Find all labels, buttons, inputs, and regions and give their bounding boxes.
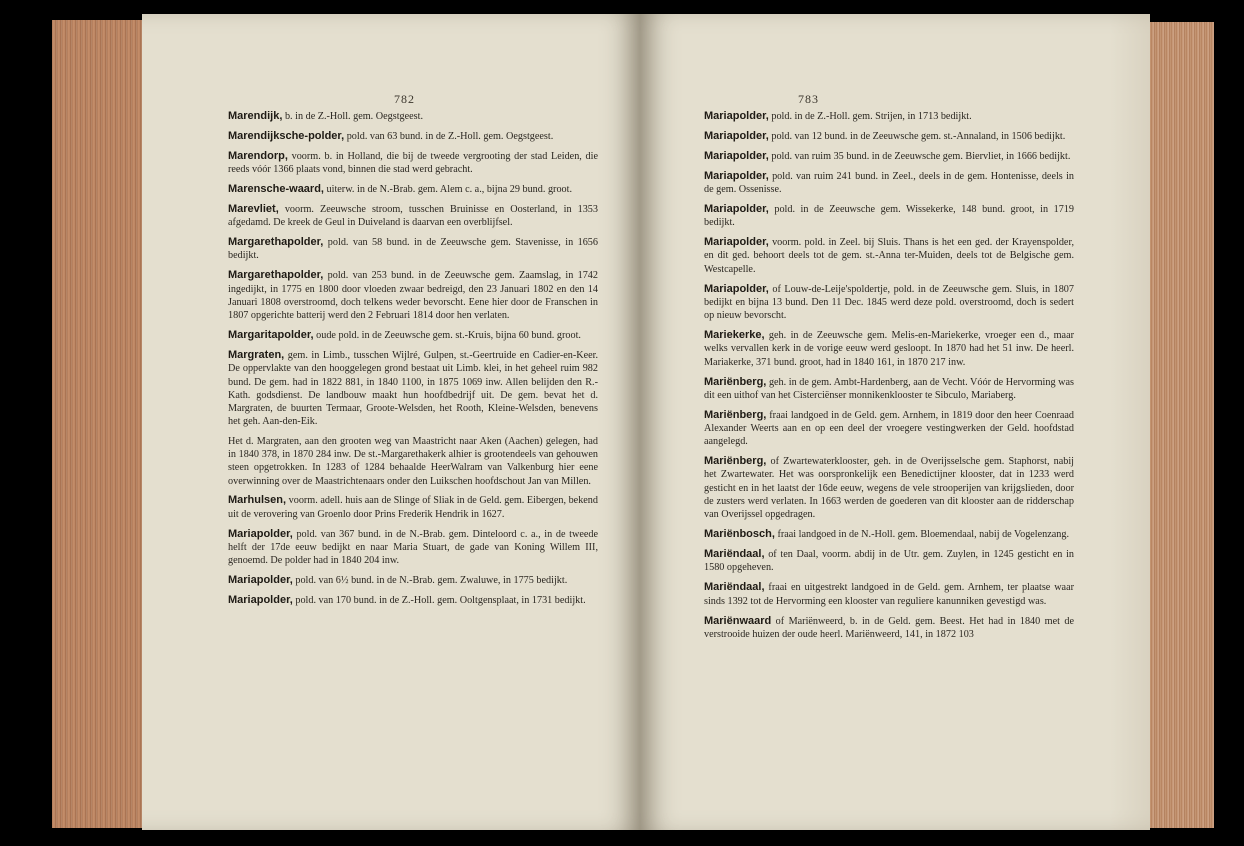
dictionary-entry xyxy=(228,349,598,429)
entry-text: of Louw-de-Leije'spoldertje, pold. in de Zeeuwsche gem. Sluis, in 1807 bedijkt en bijna 13 bund. Den 11 Dec. 1845 werd deze pold. overstroomd, doch is sedert op nieuw bevorscht. xyxy=(704,283,1074,322)
dictionary-entry xyxy=(704,329,1074,369)
entry-text: pold. van 6½ bund. in de N.-Brab. gem. Zwaluwe, in 1775 bedijkt. xyxy=(292,575,568,587)
entry-text: pold. van 253 bund. in de Zeeuwsche gem. Zaamslag, in 1742 ingedijkt, in 1775 en 1800 door vloeden zwaar bedreigd, den 23 Januari 1802 en den 14 Januari 1808 overstroomd, doch telkens weder bevorscht. Eene hier door de Franschen in 1807 opgerichte batterij werd den 2 Februari 1814 door hen verlaten. xyxy=(228,270,598,322)
entry-text: uiterw. in de N.-Brab. gem. Alem c. a., bijna 29 bund. groot. xyxy=(323,183,573,195)
headword: Mariapolder, xyxy=(704,282,769,295)
headword: Mariënberg, xyxy=(704,408,767,421)
dictionary-entry xyxy=(228,203,598,230)
dictionary-entry xyxy=(704,150,1074,163)
dictionary-entry xyxy=(228,594,598,607)
left-page xyxy=(142,14,640,830)
headword: Mariekerke, xyxy=(704,329,765,342)
dictionary-entry xyxy=(704,203,1074,230)
entry-text: pold. van ruim 35 bund. in de Zeeuwsche gem. Biervliet, in 1666 bedijkt. xyxy=(768,150,1071,162)
headword: Mariapolder, xyxy=(228,574,293,587)
headword: Marevliet, xyxy=(228,202,279,215)
dictionary-entry xyxy=(228,574,598,587)
entry-text: fraai landgoed in de N.-Holl. gem. Bloemendaal, nabij de Vogelenzang. xyxy=(774,529,1070,541)
headword: Marendijk, xyxy=(228,110,283,122)
entry-text: pold. van 58 bund. in de Zeeuwsche gem. Stavenisse, in 1656 bedijkt. xyxy=(228,237,598,262)
dictionary-entry xyxy=(228,329,598,342)
entry-text: voorm. b. in Holland, die bij de tweede vergrooting der stad Leiden, die reeds vóór 1366 plaats vond, binnen die stad werd gebracht. xyxy=(228,150,598,176)
dictionary-entry xyxy=(704,455,1074,521)
headword: Mariapolder, xyxy=(704,202,769,215)
entry-text: pold. van 170 bund. in de Z.-Holl. gem. Ooltgensplaat, in 1731 bedijkt. xyxy=(292,595,586,607)
headword: Mariënberg, xyxy=(704,375,767,388)
entry-text: pold. van 12 bund. in de Zeeuwsche gem. st.-Annaland, in 1506 bedijkt. xyxy=(768,130,1066,142)
dictionary-entry xyxy=(228,130,598,143)
right-page xyxy=(640,14,1150,830)
text-column xyxy=(704,110,1074,648)
entry-text: fraai landgoed in de Geld. gem. Arnhem, in 1819 door den heer Coenraad Alexander Weerts aan en op een deel der vroegere vestingwerken der Geld. hoofdstad aangelegd. xyxy=(704,409,1074,448)
headword: Mariënbosch, xyxy=(704,528,775,541)
dictionary-entry xyxy=(704,615,1074,642)
entry-text: of ten Daal, voorm. abdij in de Utr. gem. Zuylen, in 1245 gesticht en in 1580 opgeheven. xyxy=(704,549,1074,574)
entry-text: pold. in de Z.-Holl. gem. Strijen, in 1713 bedijkt. xyxy=(768,111,972,122)
headword: Margraten, xyxy=(228,348,285,361)
entry-text: geh. in de Zeeuwsche gem. Melis-en-Mariekerke, vroeger een d., maar welks vervallen kerk in de vorige eeuw werd gesloopt. In 1870 had het 51 inw. De heerl. Mariakerke, 371 bund. groot, had in 1840 161, in 1870 217 inw. xyxy=(704,330,1074,368)
dictionary-entry xyxy=(704,170,1074,197)
dictionary-entry xyxy=(704,110,1074,123)
headword: Marendijksche-polder, xyxy=(228,129,345,142)
entry-text: fraai en uitgestrekt landgoed in de Geld. gem. Arnhem, ter plaatse waar sinds 1392 tot de Hervorming een klooster van reguliere kanunniken gevestigd was. xyxy=(704,582,1074,607)
dictionary-entry xyxy=(228,528,598,568)
headword: Mariënberg, xyxy=(704,455,767,468)
left-page-edges xyxy=(52,20,148,828)
dictionary-entry xyxy=(704,236,1074,276)
dictionary-entry xyxy=(704,283,1074,323)
entry-text: pold. van 367 bund. in de N.-Brab. gem. Dinteloord c. a., in de tweede helft der 17de eeuw bedijkt en naar Maria Stuart, de gade van Koning Willem III, genoemd. De polder had in 1840 204 inw. xyxy=(228,528,598,567)
dictionary-entry xyxy=(704,548,1074,575)
entry-text: geh. in de gem. Ambt-Hardenberg, aan de Vecht. Vóór de Hervorming was dit een uithof van het Cisterciënser monnikenklooster te Sibculo, Mariaberg. xyxy=(704,376,1074,401)
headword: Margaritapolder, xyxy=(228,329,314,342)
dictionary-entry xyxy=(704,528,1074,541)
headword: Marensche-waard, xyxy=(228,182,324,195)
headword: Mariapolder, xyxy=(704,129,769,142)
dictionary-entry xyxy=(704,581,1074,608)
entry-text: b. in de Z.-Holl. gem. Oegstgeest. xyxy=(282,111,424,122)
entry-text: pold. van ruim 241 bund. in Zeel., deels in de gem. Hontenisse, deels in de gem. Ossenisse. xyxy=(704,170,1074,195)
headword: Mariapolder, xyxy=(228,527,293,540)
dictionary-entry xyxy=(228,494,598,521)
entry-text: Het d. Margraten, aan den grooten weg van Maastricht naar Aken (Aachen) gelegen, had in 1840 378, in 1870 284 inw. De st.-Margarethakerk alhier is grootendeels van gehouwen steen opgetrokken. In 1283 of 1284 behaalde HeerWalram van Valkenburg hier eene overwinning over de Maastrichtenaars onder den Luikschen hoofdschout Jan van Millen. xyxy=(228,435,598,487)
dictionary-entry xyxy=(704,409,1074,449)
entry-text: of Zwartewaterklooster, geh. in de Overijsselsche gem. Staphorst, nabij het Zwartewater. Het was oorspronkelijk een Benedictijner klooster, dat in 1233 werd gesticht en in het laatst der 16de eeuw, wegens de vele strooperijen van krijgslieden, door de zusters werd verlaten. In 1663 werden de goederen van dit klooster aan de ridderschap van Overijssel opgedragen. xyxy=(704,456,1074,521)
entry-text: pold. van 63 bund. in de Z.-Holl. gem. Oegstgeest. xyxy=(344,130,554,142)
dictionary-entry xyxy=(704,376,1074,403)
entry-continuation xyxy=(228,435,598,488)
headword: Mariapolder, xyxy=(704,236,769,249)
text-column xyxy=(228,110,598,614)
dictionary-entry xyxy=(228,269,598,322)
headword: Margarethapolder, xyxy=(228,269,324,282)
dictionary-entry xyxy=(228,150,598,177)
headword: Mariapolder, xyxy=(704,149,769,162)
page-number: 783 xyxy=(798,92,819,106)
right-page-edges xyxy=(1140,22,1214,828)
entry-text: pold. in de Zeeuwsche gem. Wissekerke, 148 bund. groot, in 1719 bedijkt. xyxy=(704,203,1074,229)
entry-text: voorm. pold. in Zeel. bij Sluis. Thans is het een ged. der Krayenspolder, en dit ged. behoort deels tot de gem. st.-Anna ter-Muiden, deels tot de Belgische gem. Westcapelle. xyxy=(704,237,1074,275)
dictionary-entry xyxy=(228,110,598,123)
headword: Mariapolder, xyxy=(704,110,769,122)
dictionary-entry xyxy=(704,130,1074,143)
headword: Mariëndaal, xyxy=(704,581,765,594)
headword: Margarethapolder, xyxy=(228,236,324,249)
headword: Marendorp, xyxy=(228,149,288,162)
headword: Mariapolder, xyxy=(704,169,769,182)
entry-text: of Mariënweerd, b. in de Geld. gem. Beest. Het had in 1840 met de verstrooide huizen der oude heerl. Mariënweerd, 141, in 1872 103 xyxy=(704,615,1074,640)
page-number: 782 xyxy=(394,92,415,106)
headword: Mariëndaal, xyxy=(704,548,765,561)
entry-text: gem. in Limb., tusschen Wijlré, Gulpen, st.-Geertruide en Cadier-en-Keer. De oppervlakte van den hooggelegen grond bestaat uit Limb. klei, in het geheel ruim 982 bund. De gem. had in 1822 881, in 1840 1100, in 1875 1069 inw. Allen belijden den R.-Kath. godsdienst. De landbouw maakt hun hoofdbedrijf uit. De gem. bevat het d. Margraten, de buurten Termaar, Groote-Welsden, het Rooth, Kleine-Welsden, benevens het geh. Aan-den-Eik. xyxy=(228,349,598,428)
headword: Mariënwaard xyxy=(704,614,772,627)
dictionary-entry xyxy=(228,183,598,196)
entry-text: oude pold. in de Zeeuwsche gem. st.-Kruis, bijna 60 bund. groot. xyxy=(313,330,581,342)
entry-text: voorm. Zeeuwsche stroom, tusschen Bruinisse en Oosterland, in 1353 afgedamd. De kreek de Geul in Duiveland is daarvan een overblijfsel. xyxy=(228,203,598,229)
entry-text: voorm. adell. huis aan de Slinge of Sliak in de Geld. gem. Eibergen, bekend uit de verovering van Groenlo door Prins Frederik Hendrik in 1627. xyxy=(228,495,598,520)
headword: Mariapolder, xyxy=(228,594,293,607)
dictionary-entry xyxy=(228,236,598,263)
headword: Marhulsen, xyxy=(228,494,287,507)
